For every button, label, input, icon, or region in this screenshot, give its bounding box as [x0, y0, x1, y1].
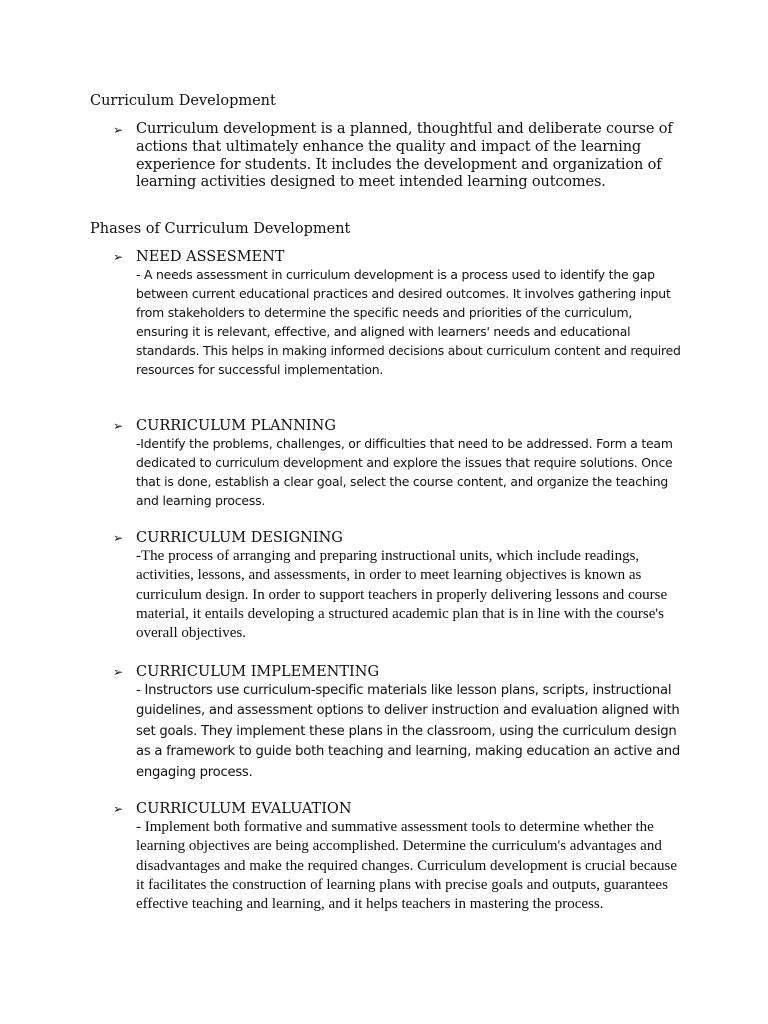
phase-curriculum-planning — [113, 417, 683, 511]
arrow-bullet-icon: ➢ — [113, 250, 124, 264]
phase-description: - Implement both formative and summative assessment tools to determine whether the learning objectives are being accomplished. Determine the curriculum's advantages and disadvantages and make the required changes. Curriculum development is crucial because it facilitates the construction of learning plans with precise goals and outputs, guarantees effective teaching and learning, and it helps teachers in mastering the process. — [136, 819, 678, 913]
phase-description: - A needs assessment in curriculum development is a process used to identify the gap between current educational practices and desired outcomes. It involves gathering input from stakeholders to determine the specific needs and priorities of the curriculum, ensuring it is relevant, effective, and aligned with learners' needs and educational standards. This helps in making informed decisions about curriculum content and required resources for successful implementation. — [136, 267, 681, 377]
phase-curriculum-implementing — [113, 663, 683, 783]
arrow-bullet-icon: ➢ — [113, 123, 124, 137]
arrow-bullet-icon: ➢ — [113, 531, 124, 545]
document-heading: Curriculum Development — [90, 93, 276, 109]
arrow-bullet-icon: ➢ — [113, 802, 124, 816]
arrow-bullet-icon: ➢ — [113, 665, 124, 679]
phase-title: CURRICULUM DESIGNING — [136, 530, 343, 546]
phase-title: CURRICULUM IMPLEMENTING — [136, 664, 380, 680]
phase-need-assessment — [113, 248, 683, 379]
intro-list-item — [113, 121, 683, 192]
phases-heading: Phases of Curriculum Development — [90, 221, 351, 237]
phase-description: -The process of arranging and preparing instructional units, which include readings, activities, lessons, and assessments, in order to meet learning objectives is known as curriculum design. In order to support teachers in properly delivering lessons and course material, it entails developing a structured academic plan that is in line with the course's overall objectives. — [136, 548, 668, 642]
intro-paragraph: Curriculum development is a planned, thoughtful and deliberate course of actions that ultimately enhance the quality and impact of the learning experience for students. It includes the development and organization of learning activities designed to meet intended learning outcomes. — [136, 121, 673, 191]
phase-title: NEED ASSESMENT — [136, 249, 285, 265]
phase-title: CURRICULUM EVALUATION — [136, 801, 352, 817]
phase-description: -Identify the problems, challenges, or difficulties that need to be addressed. Form a team dedicated to curriculum development and explore the issues that require solutions. Once that is done, establish a clear goal, select the course content, and organize the teaching and learning process. — [136, 436, 673, 508]
phase-curriculum-designing — [113, 529, 683, 643]
phase-curriculum-evaluation — [113, 800, 683, 914]
phase-description: - Instructors use curriculum-specific materials like lesson plans, scripts, instructional guidelines, and assessment options to deliver instruction and evaluation aligned with set goals. They implement these plans in the classroom, using the curriculum design as a framework to guide both teaching and learning, making education an active and engaging process. — [136, 683, 681, 780]
arrow-bullet-icon: ➢ — [113, 419, 124, 433]
phase-title: CURRICULUM PLANNING — [136, 418, 336, 434]
